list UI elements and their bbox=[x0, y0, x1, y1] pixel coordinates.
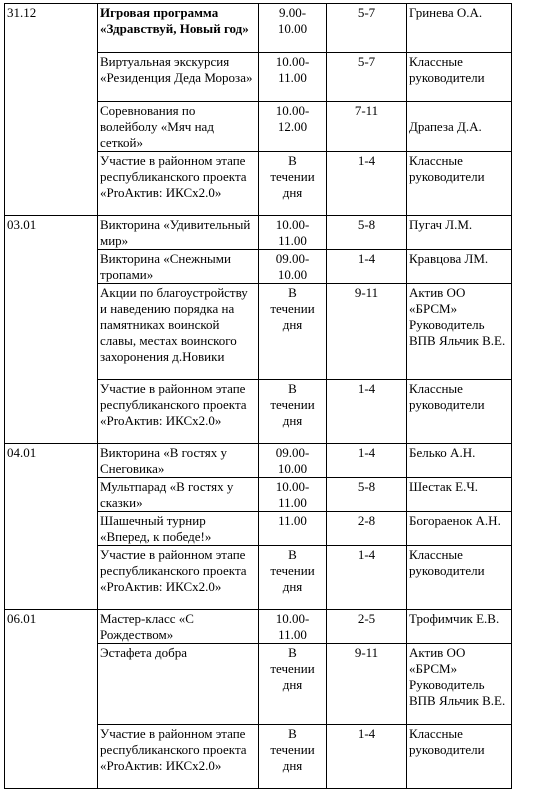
responsible-cell: Классные руководители bbox=[407, 380, 512, 444]
time-cell: В течении дня bbox=[259, 284, 327, 380]
responsible-cell: Классные руководители bbox=[407, 546, 512, 610]
grades-cell: 5-7 bbox=[327, 53, 407, 102]
event-cell: Соревнования по волейболу «Мяч над сеткой» bbox=[98, 102, 259, 152]
responsible-cell: Белько А.Н. bbox=[407, 444, 512, 478]
time-cell: 10.00- 12.00 bbox=[259, 102, 327, 152]
time-cell: 10.00- 11.00 bbox=[259, 478, 327, 512]
responsible-cell: Трофимчик Е.В. bbox=[407, 610, 512, 644]
time-cell: В течении дня bbox=[259, 152, 327, 216]
time-cell: 09.00- 10.00 bbox=[259, 444, 327, 478]
responsible-cell: Актив ОО «БРСМ» Руководитель ВПВ Яльчик В.Е. bbox=[407, 644, 512, 725]
date-cell: 04.01 bbox=[5, 444, 98, 610]
time-cell: В течении дня bbox=[259, 380, 327, 444]
event-cell: Участие в районном этапе республиканского проекта «ProАктив: ИКСх2.0» bbox=[98, 546, 259, 610]
responsible-cell: Актив ОО «БРСМ» Руководитель ВПВ Яльчик В.Е. bbox=[407, 284, 512, 380]
event-cell: Участие в районном этапе республиканского проекта «ProАктив: ИКСх2.0» bbox=[98, 380, 259, 444]
event-cell: Мультпарад «В гостях у сказки» bbox=[98, 478, 259, 512]
event-cell: Шашечный турнир «Вперед, к победе!» bbox=[98, 512, 259, 546]
grades-cell: 1-4 bbox=[327, 546, 407, 610]
event-cell: Виртуальная экскурсия «Резиденция Деда Мороза» bbox=[98, 53, 259, 102]
date-cell: 31.12 bbox=[5, 4, 98, 216]
event-cell: Мастер-класс «С Рождеством» bbox=[98, 610, 259, 644]
table-row bbox=[5, 4, 512, 53]
event-cell: Участие в районном этапе республиканского проекта «ProАктив: ИКСх2.0» bbox=[98, 725, 259, 789]
responsible-cell: Шестак Е.Ч. bbox=[407, 478, 512, 512]
responsible-cell: Классные руководители bbox=[407, 53, 512, 102]
responsible-cell: Классные руководители bbox=[407, 725, 512, 789]
grades-cell: 1-4 bbox=[327, 444, 407, 478]
grades-cell: 5-8 bbox=[327, 216, 407, 250]
time-cell: 09.00- 10.00 bbox=[259, 250, 327, 284]
table-row bbox=[5, 444, 512, 478]
grades-cell: 1-4 bbox=[327, 152, 407, 216]
grades-cell: 1-4 bbox=[327, 725, 407, 789]
grades-cell: 2-8 bbox=[327, 512, 407, 546]
table-row bbox=[5, 610, 512, 644]
event-cell: Викторина «Снежными тропами» bbox=[98, 250, 259, 284]
time-cell: 10.00- 11.00 bbox=[259, 53, 327, 102]
grades-cell: 7-11 bbox=[327, 102, 407, 152]
event-cell: Участие в районном этапе республиканского проекта «ProАктив: ИКСх2.0» bbox=[98, 152, 259, 216]
time-cell: В течении дня bbox=[259, 644, 327, 725]
date-cell: 06.01 bbox=[5, 610, 98, 789]
grades-cell: 9-11 bbox=[327, 644, 407, 725]
schedule-table bbox=[4, 3, 512, 789]
grades-cell: 9-11 bbox=[327, 284, 407, 380]
time-cell: 10.00- 11.00 bbox=[259, 610, 327, 644]
schedule-body bbox=[5, 4, 512, 789]
grades-cell: 1-4 bbox=[327, 250, 407, 284]
responsible-cell: Классные руководители bbox=[407, 152, 512, 216]
event-cell: Акции по благоустройству и наведению порядка на памятниках воинской славы, местах воинского захоронения д.Новики bbox=[98, 284, 259, 380]
time-cell: 9.00- 10.00 bbox=[259, 4, 327, 53]
time-cell: 10.00- 11.00 bbox=[259, 216, 327, 250]
responsible-cell: Драпеза Д.А. bbox=[407, 102, 512, 152]
time-cell: В течении дня bbox=[259, 725, 327, 789]
grades-cell: 5-8 bbox=[327, 478, 407, 512]
responsible-cell: Кравцова ЛМ. bbox=[407, 250, 512, 284]
responsible-cell: Пугач Л.М. bbox=[407, 216, 512, 250]
event-cell: Эстафета добра bbox=[98, 644, 259, 725]
grades-cell: 5-7 bbox=[327, 4, 407, 53]
responsible-cell: Гринева О.А. bbox=[407, 4, 512, 53]
grades-cell: 1-4 bbox=[327, 380, 407, 444]
time-cell: В течении дня bbox=[259, 546, 327, 610]
event-cell: Викторина «В гостях у Снеговика» bbox=[98, 444, 259, 478]
grades-cell: 2-5 bbox=[327, 610, 407, 644]
responsible-cell: Богораенок А.Н. bbox=[407, 512, 512, 546]
table-row bbox=[5, 216, 512, 250]
event-cell: Игровая программа «Здравствуй, Новый год» bbox=[98, 4, 259, 53]
date-cell: 03.01 bbox=[5, 216, 98, 444]
time-cell: 11.00 bbox=[259, 512, 327, 546]
event-cell: Викторина «Удивительный мир» bbox=[98, 216, 259, 250]
